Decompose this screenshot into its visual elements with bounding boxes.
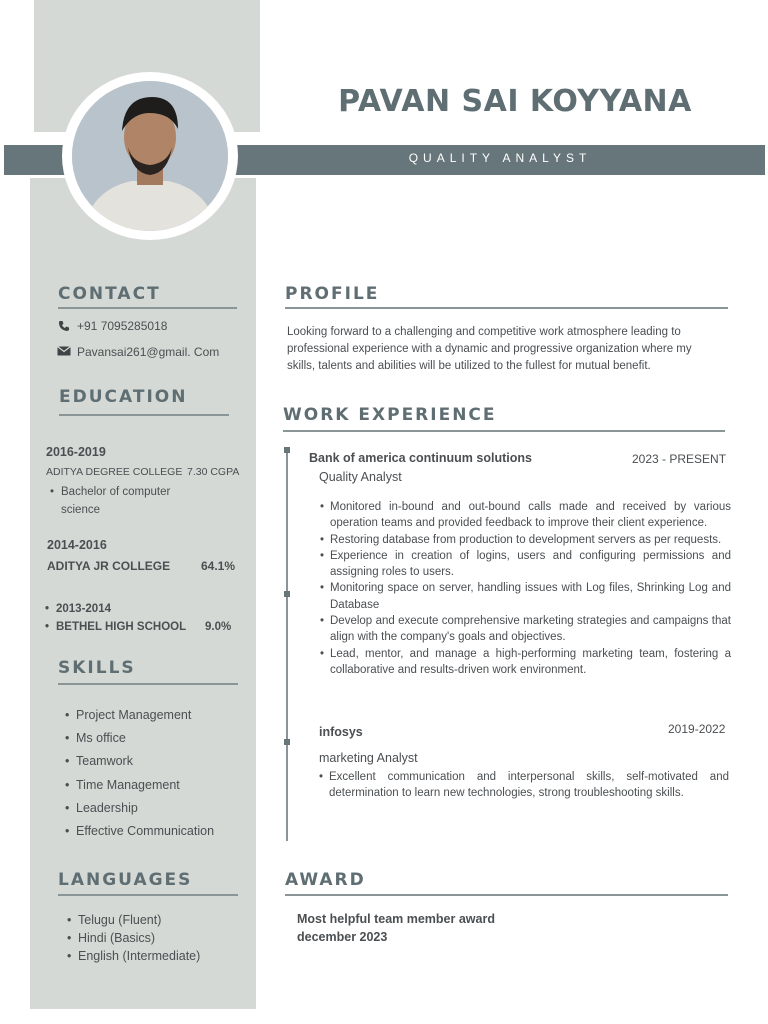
profile-line: skills, talents and abilities will be utilized to the fullest for mutual benefit. [287, 360, 651, 372]
language-item: • Telugu (Fluent) [78, 913, 161, 927]
edu-school: ADITYA JR COLLEGE [47, 559, 171, 573]
contact-heading: CONTACT [58, 284, 161, 304]
award-rule [285, 894, 728, 896]
candidate-name: PAVAN SAI KOYYANA [338, 84, 692, 119]
job-bullet: • Develop and execute comprehensive marketing strategies and campaigns that align with the company's goals and objectives. [330, 613, 731, 646]
job-company: Bank of america continuum solutions [309, 451, 532, 465]
profile-line: Looking forward to a challenging and competitive work atmosphere leading to [287, 326, 681, 338]
edu-school: • BETHEL HIGH SCHOOL [56, 621, 186, 633]
skills-heading: SKILLS [58, 658, 136, 678]
contact-rule [58, 307, 237, 309]
language-item: • English (Intermediate) [78, 949, 200, 963]
job-bullets [329, 769, 729, 802]
skills-rule [58, 683, 238, 685]
job-period: 2019-2022 [668, 722, 726, 736]
skill-item: • Project Management [76, 708, 191, 722]
timeline-marker [284, 591, 290, 597]
edu-detail: • Bachelor of computer [61, 486, 170, 498]
job-bullet: • Excellent communication and interpersonal skills, self-motivated and determination to learn new technologies, strong troubleshooting skills. [329, 769, 729, 802]
timeline-marker [284, 447, 290, 453]
work-rule [283, 430, 725, 432]
job-company: infosys [319, 725, 363, 739]
languages-rule [58, 894, 238, 896]
job-bullet: • Lead, mentor, and manage a high-performing marketing team, fostering a collaborative and results-driven work environment. [330, 646, 731, 679]
award-heading: AWARD [285, 870, 366, 890]
edu-score: 9.0% [205, 621, 232, 633]
job-role: marketing Analyst [319, 751, 418, 765]
job-bullet: • Restoring database from production to development servers as per requests. [330, 532, 731, 548]
timeline-marker [284, 739, 290, 745]
contact-email: Pavansai261@gmail. Com [77, 345, 220, 359]
job-bullet: • Monitored in-bound and out-bound calls made and received by various operation teams and provided feedback to improve their client experience. [330, 499, 731, 532]
contact-phone: +91 7095285018 [77, 319, 168, 333]
job-bullets [330, 499, 731, 678]
edu-score: 64.1% [201, 559, 236, 573]
phone-icon [58, 320, 70, 332]
skill-item: • Time Management [76, 778, 180, 792]
job-bullet: • Experience in creation of logins, users and configuring permissions and assigning roles to users. [330, 548, 731, 581]
job-role: Quality Analyst [319, 470, 402, 484]
profile-photo [72, 81, 228, 231]
profile-rule [285, 307, 728, 309]
skill-item: • Ms office [76, 731, 126, 745]
edu-score: 7.30 CGPA [187, 466, 240, 478]
skill-item: • Effective Communication [76, 824, 214, 838]
person-silhouette-icon [72, 81, 228, 231]
award-date: december 2023 [297, 930, 388, 944]
education-rule [59, 414, 229, 416]
skill-item: • Teamwork [76, 754, 133, 768]
skill-item: • Leadership [76, 801, 138, 815]
edu-years: • 2013-2014 [56, 603, 111, 615]
language-item: • Hindi (Basics) [78, 931, 155, 945]
edu-years: 2016-2019 [46, 445, 106, 459]
profile-heading: PROFILE [285, 284, 380, 304]
award-title: Most helpful team member award [297, 912, 495, 926]
edu-detail: science [61, 504, 100, 516]
education-heading: EDUCATION [59, 387, 188, 407]
languages-heading: LANGUAGES [58, 870, 193, 890]
job-title: QUALITY ANALYST [408, 151, 592, 165]
work-heading: WORK EXPERIENCE [283, 405, 497, 425]
timeline-line [286, 449, 288, 841]
edu-years: 2014-2016 [47, 538, 107, 552]
job-bullet: • Monitoring space on server, handling issues with Log files, Shrinking Log and Database [330, 580, 731, 613]
profile-line: professional experience with a dynamic and progressive organization where my [287, 343, 692, 355]
edu-school: ADITYA DEGREE COLLEGE [46, 466, 183, 478]
job-period: 2023 - PRESENT [632, 452, 727, 466]
mail-icon [57, 346, 71, 356]
